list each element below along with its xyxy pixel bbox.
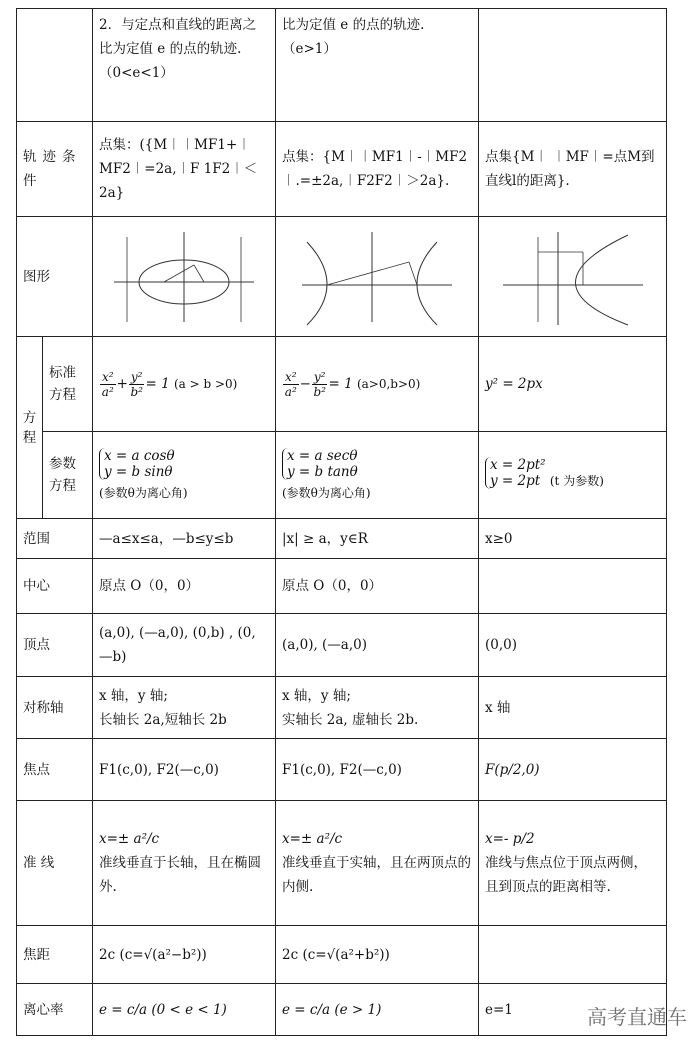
row-label-range: 范围: [17, 519, 93, 559]
ellipse-figure: [93, 217, 276, 337]
hyperbola-range: |x| ≥ a，y∈R: [276, 519, 479, 559]
parabola-figure: [479, 217, 667, 337]
ellipse-eccentricity: e = c/a (0 < e < 1): [93, 984, 276, 1036]
ellipse-focus: F1(c,0), F2(—c,0): [93, 739, 276, 801]
label-parametric-equation: 参数方程: [43, 432, 93, 519]
parabola-focus: F(p/2,0): [479, 739, 667, 801]
ellipse-parametric-equation: x = a cosθ y = b sinθ (参数θ为离心角): [93, 432, 276, 519]
ellipse-axis: x 轴，y 轴; 长轴长 2a,短轴长 2b: [93, 677, 276, 739]
hyperbola-focal-distance: 2c (c=√(a²+b²)): [276, 926, 479, 984]
row-label-equation: 方程: [17, 337, 43, 519]
row-label-center: 中心: [17, 559, 93, 614]
parabola-eccentricity: e=1: [479, 984, 667, 1036]
row-label-axis: 对称轴: [17, 677, 93, 739]
empty-cell: [479, 9, 667, 122]
hyperbola-center: 原点 O（0，0）: [276, 559, 479, 614]
parabola-axis: x 轴: [479, 677, 667, 739]
empty-cell: [17, 9, 93, 122]
hyperbola-locus: 点集：{M︱︱MF1︱-︱MF2︱.=±2a,︱F2F2︱＞2a}.: [276, 122, 479, 217]
ellipse-range: —a≤x≤a，—b≤y≤b: [93, 519, 276, 559]
ellipse-vertex: (a,0), (—a,0), (0,b) , (0,—b): [93, 614, 276, 677]
ellipse-definition: 2．与定点和直线的距离之比为定值 e 的点的轨迹.（0<e<1）: [93, 9, 276, 122]
parabola-parametric-equation: x = 2pt² y = 2pt (t 为参数): [479, 432, 667, 519]
hyperbola-directrix: x=± a²/c 准线垂直于实轴，且在两顶点的内侧.: [276, 801, 479, 926]
parabola-directrix: x=- p/2 准线与焦点位于顶点两侧，且到顶点的距离相等.: [479, 801, 667, 926]
hyperbola-axis: x 轴，y 轴; 实轴长 2a, 虚轴长 2b.: [276, 677, 479, 739]
row-label-directrix: 准 线: [17, 801, 93, 926]
hyperbola-standard-equation: $\frac{\text{x²}}{\text{a²}}$ − $\frac{\text{y²}}{\text{b²}}$ = 1 (a>0,b>0): [276, 337, 479, 432]
label-standard-equation: 标准方程: [43, 337, 93, 432]
row-label-focal-distance: 焦距: [17, 926, 93, 984]
ellipse-locus: 点集：({M︱︱MF1+︱MF2︱=2a,︱F 1F2︱＜2a}: [93, 122, 276, 217]
parabola-locus: 点集{M︱ ︱MF︱=点M到直线l的距离}.: [479, 122, 667, 217]
parabola-standard-equation: y² = 2px: [479, 337, 667, 432]
ellipse-directrix: x=± a²/c 准线垂直于长轴，且在椭圆外.: [93, 801, 276, 926]
row-label-locus: 轨迹条件: [17, 122, 93, 217]
ellipse-standard-equation: $\frac{\text{x²}}{\text{a²}}$ + $\frac{\text{y²}}{\text{b²}}$ = 1 (a > b >0): [93, 337, 276, 432]
hyperbola-focus: F1(c,0), F2(—c,0): [276, 739, 479, 801]
parabola-center: [479, 559, 667, 614]
row-label-figure: 图形: [17, 217, 93, 337]
hyperbola-eccentricity: e = c/a (e > 1): [276, 984, 479, 1036]
row-label-focus: 焦点: [17, 739, 93, 801]
hyperbola-parametric-equation: x = a secθ y = b tanθ (参数θ为离心角): [276, 432, 479, 519]
watermark: 高考直通车: [587, 1005, 687, 1029]
ellipse-center: 原点 O（0，0）: [93, 559, 276, 614]
row-label-eccentricity: 离心率: [17, 984, 93, 1036]
hyperbola-figure: [276, 217, 479, 337]
row-label-vertex: 顶点: [17, 614, 93, 677]
parabola-focal-distance: [479, 926, 667, 984]
parabola-range: x≥0: [479, 519, 667, 559]
hyperbola-definition: 比为定值 e 的点的轨迹.（e>1）: [276, 9, 479, 122]
parabola-vertex: (0,0): [479, 614, 667, 677]
ellipse-focal-distance: 2c (c=√(a²−b²)): [93, 926, 276, 984]
conic-comparison-table: [16, 8, 667, 1036]
hyperbola-vertex: (a,0), (—a,0): [276, 614, 479, 677]
